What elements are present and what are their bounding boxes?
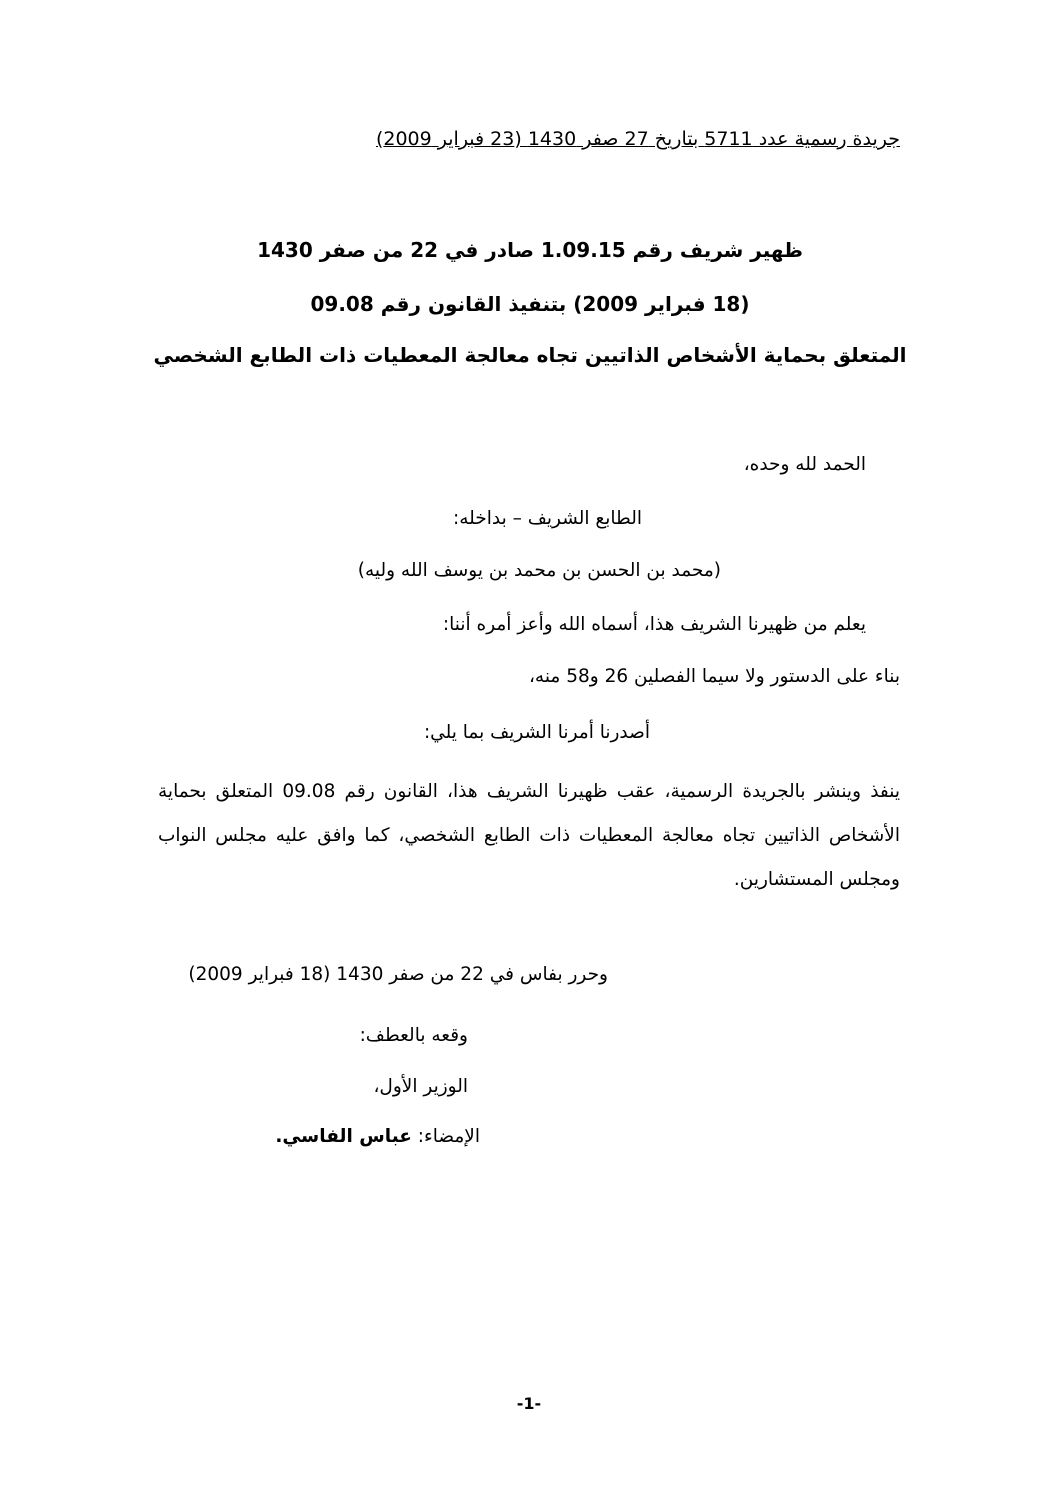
dahir-title-line-2: (18 فبراير 2009) بتنفيذ القانون رقم 09.08 bbox=[310, 292, 750, 316]
seal-line: الطابع الشريف – بداخله: bbox=[453, 508, 642, 529]
countersigned-line: وقعه بالعطف: bbox=[359, 1025, 468, 1046]
announcement-line: يعلم من ظهيرنا الشريف هذا، أسماه الله وأعز أمره أننا: bbox=[442, 614, 866, 635]
decree-paragraph: ينفذ وينشر بالجريدة الرسمية، عقب ظهيرنا الشريف هذا، القانون رقم 09.08 المتعلق بحماية الأشخاص الذاتيين تجاه معالجة المعطيات ذات الطابع الشخصي، كما وافق عليه مجلس النواب ومجلس المستشارين. bbox=[158, 781, 900, 890]
page-number: -1- bbox=[516, 1394, 542, 1413]
constitutional-basis-line: بناء على الدستور ولا سيما الفصلين 26 و58 منه، bbox=[528, 666, 900, 687]
minister-title-line: الوزير الأول، bbox=[373, 1076, 468, 1097]
signatory-name: عباس الفاسي. bbox=[275, 1126, 412, 1147]
signature-label: الإمضاء: bbox=[411, 1126, 480, 1147]
dahir-title-line-1: ظهير شريف رقم 1.09.15 صادر في 22 من صفر 1430 bbox=[257, 238, 803, 262]
issued-date-line: وحرر بفاس في 22 من صفر 1430 (18 فبراير 2009) bbox=[188, 964, 608, 985]
praise-line: الحمد لله وحده، bbox=[743, 454, 866, 475]
dahir-title-line-3: المتعلق بحماية الأشخاص الذاتيين تجاه معالجة المعطيات ذات الطابع الشخصي bbox=[153, 343, 907, 367]
signature-line bbox=[275, 1126, 480, 1147]
gazette-reference: جريدة رسمية عدد 5711 بتاريخ 27 صفر 1430 (23 فبراير 2009) bbox=[375, 128, 900, 150]
king-name-line: (محمد بن الحسن بن محمد بن يوسف الله وليه) bbox=[357, 560, 721, 581]
decree-intro-line: أصدرنا أمرنا الشريف بما يلي: bbox=[423, 722, 650, 743]
